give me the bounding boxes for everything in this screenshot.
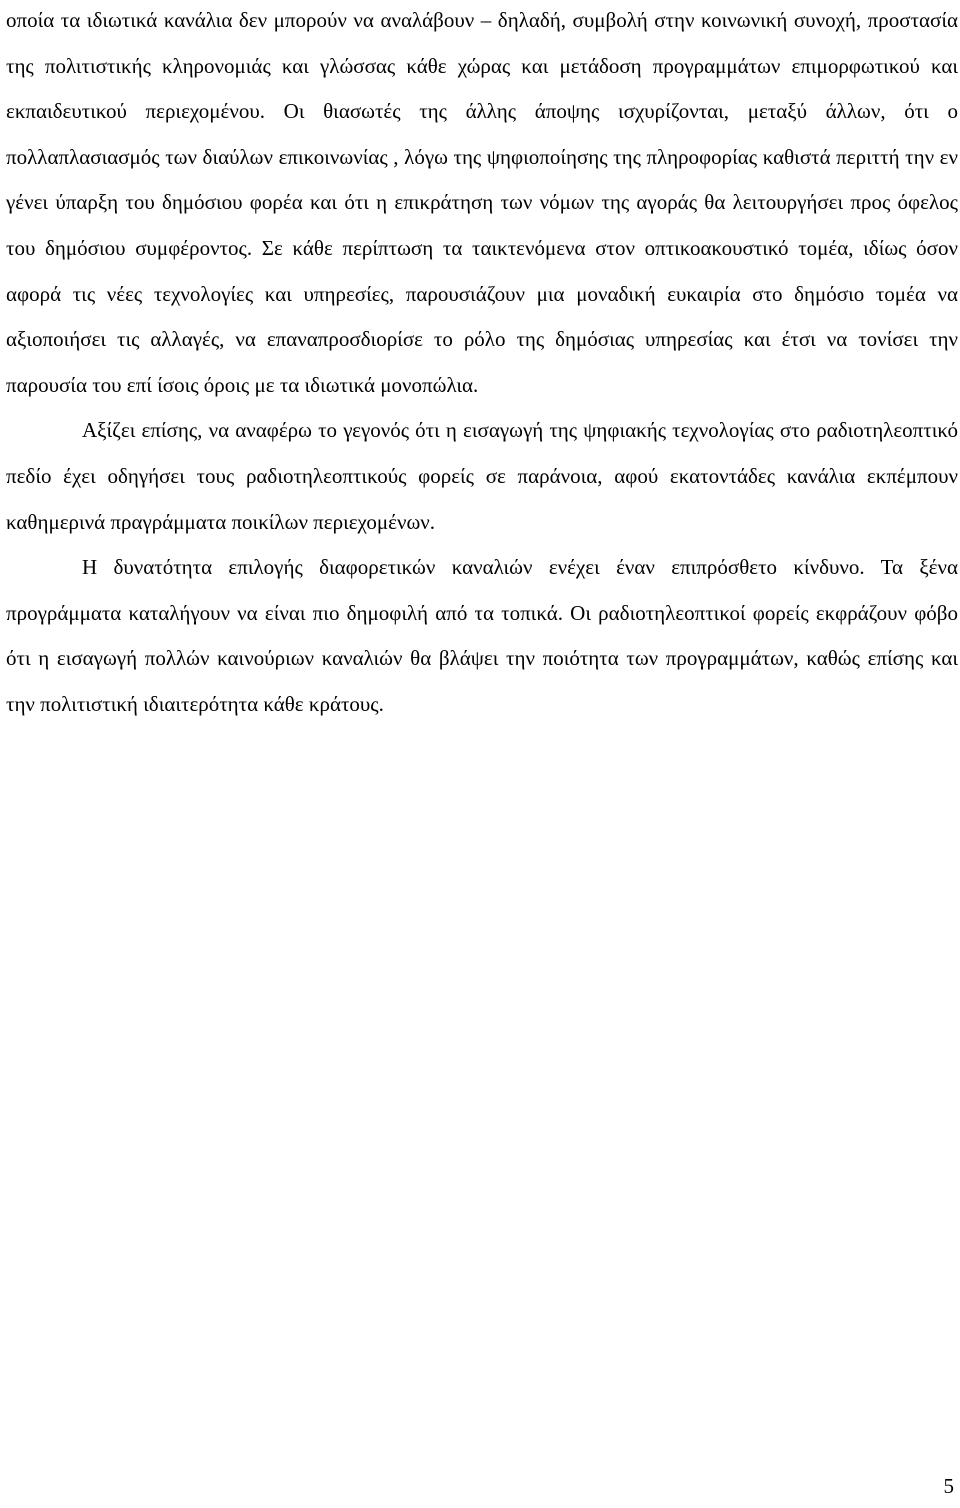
page-number: 5: [943, 1474, 954, 1498]
paragraph-1: οποία τα ιδιωτικά κανάλια δεν μπορούν να αναλάβουν – δηλαδή, συμβολή στην κοινωνική συνοχή, προστασία της πολιτιστικής κληρονομιάς και γλώσσας κάθε χώρας και μετάδοση προγραμμάτων επιμορφωτικού και εκπαιδευτικού περιεχομένου. Οι θιασωτές της άλλης άποψης ισχυρίζονται, μεταξύ άλλων, ότι ο πολλαπλασιασμός των διαύλων επικοινωνίας , λόγω της ψηφιοποίησης της πληροφορίας καθιστά περιττή την εν γένει ύπαρξη του δημόσιου φορέα και ότι η επικράτηση των νόμων της αγοράς θα λειτουργήσει προς όφελος του δημόσιου συμφέροντος. Σε κάθε περίπτωση τα ταικτενόμενα στον οπτικοακουστικό τομέα, ιδίως όσον αφορά τις νέες τεχνολογίες και υπηρεσίες, παρουσιάζουν μια μοναδική ευκαιρία στο δημόσιο τομέα να αξιοποιήσει τις αλλαγές, να επαναπροσδιορίσε το ρόλο της δημόσιας υπηρεσίας και έτσι να τονίσει την παρουσία του επί ίσοις όροις με τα ιδιωτικά μονοπώλια.: [6, 8, 958, 397]
paragraph-2: Αξίζει επίσης, να αναφέρω το γεγονός ότι η εισαγωγή της ψηφιακής τεχνολογίας στο ραδιοτηλεοπτικό πεδίο έχει οδηγήσει τους ραδιοτηλεοπτικούς φορείς σε παράνοια, αφού εκατοντάδες κανάλια εκπέμπουν καθημερινά πραγράμματα ποικίλων περιεχομένων.: [6, 418, 958, 534]
paragraph-3: Η δυνατότητα επιλογής διαφορετικών καναλιών ενέχει έναν επιπρόσθετο κίνδυνο. Τα ξένα προγράμματα καταλήγουν να είναι πιο δημοφιλή από τα τοπικά. Οι ραδιοτηλεοπτικοί φορείς εκφράζουν φόβο ότι η εισαγωγή πολλών καινούριων καναλιών θα βλάψει την ποιότητα των προγραμμάτων, καθώς επίσης και την πολιτιστική ιδιαιτερότητα κάθε κράτους.: [6, 555, 958, 716]
document-page: [6, 0, 958, 728]
